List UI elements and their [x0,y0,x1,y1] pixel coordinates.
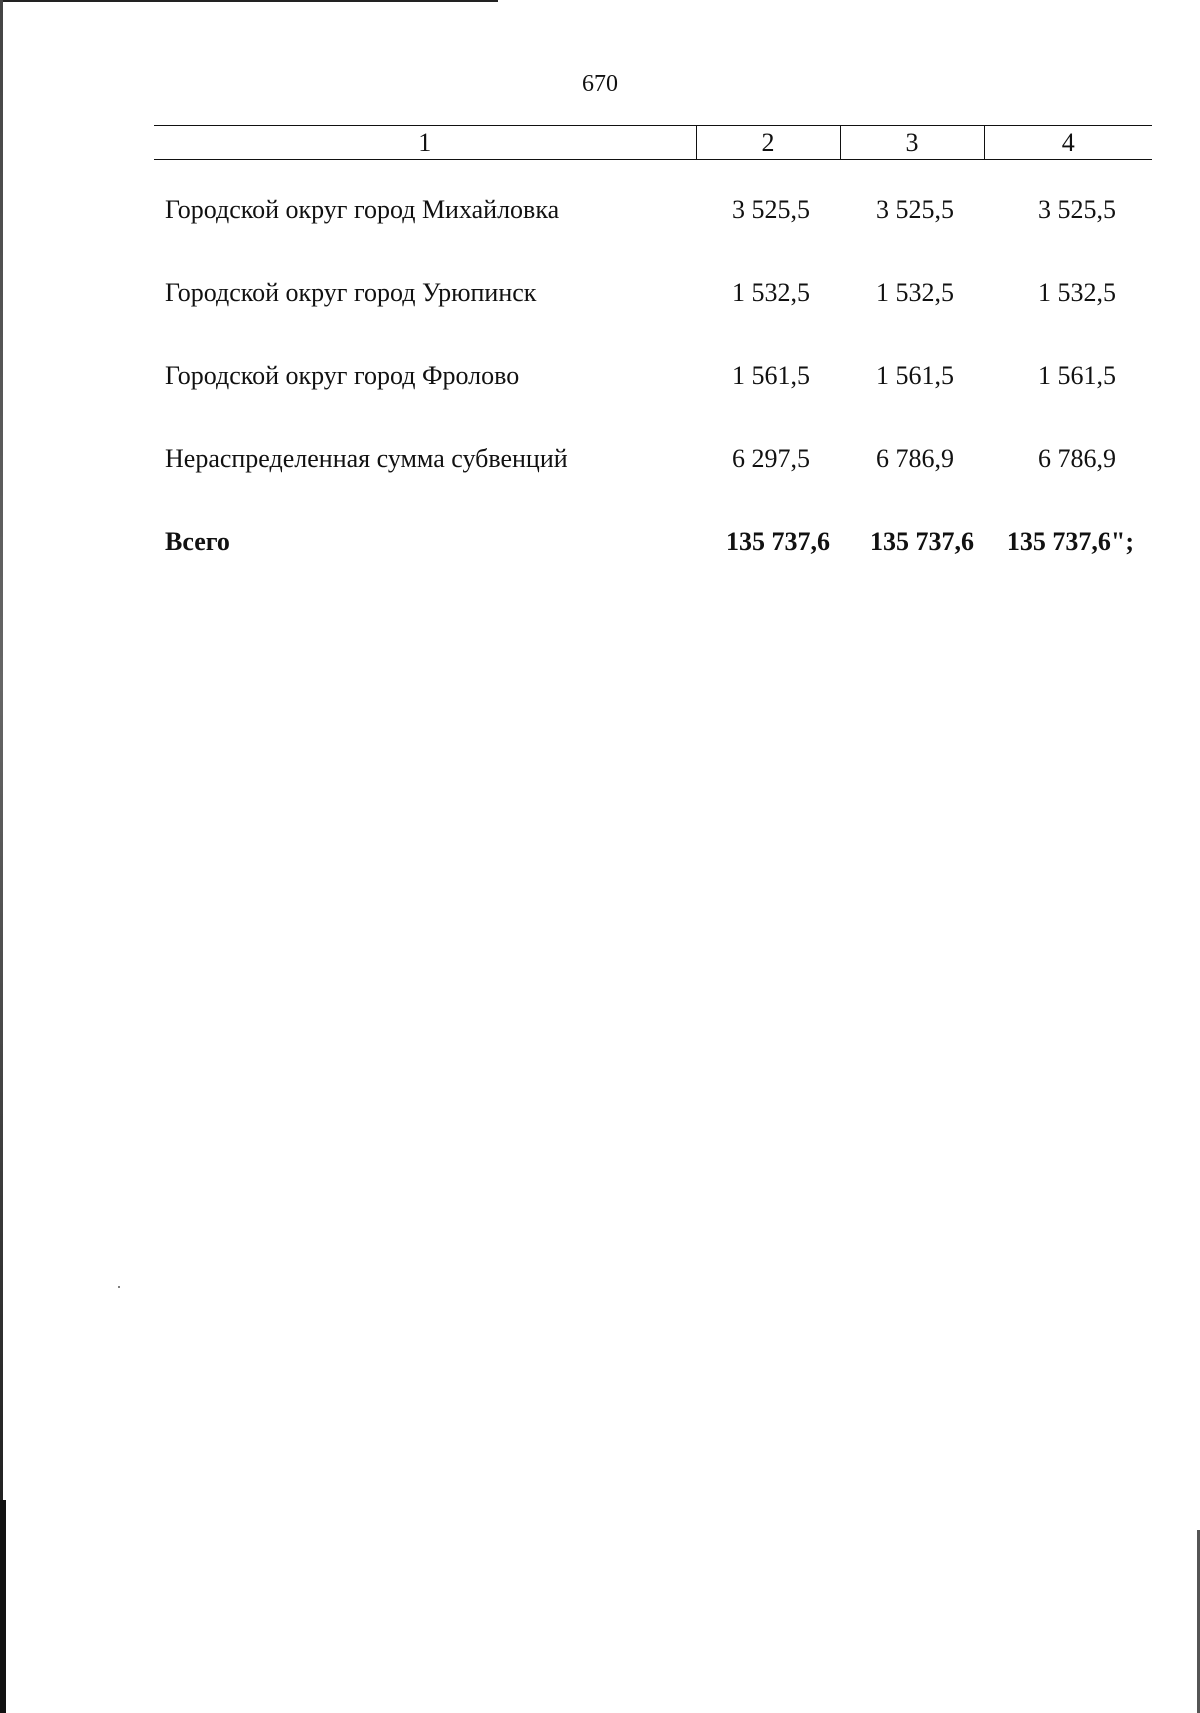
table-header [154,126,1152,160]
total-value-col2: 135 737,6 [726,527,830,556]
row-value-col2: 1 561,5 [732,361,810,390]
column-header-3: 3 [840,126,984,160]
table-row [154,259,1152,342]
header-row [154,126,1152,160]
page-number: 670 [582,71,618,97]
row-value-col2: 1 532,5 [732,278,810,307]
row-name: Городской округ город Михайловка [165,195,560,224]
row-name: Городской округ город Урюпинск [165,278,537,307]
row-name: Городской округ город Фролово [165,361,520,390]
total-value-col4: 135 737,6"; [1006,527,1134,556]
total-row [154,508,1152,591]
column-header-4: 4 [984,126,1152,160]
total-label: Всего [165,527,230,556]
scan-artifact-left-edge-dark [0,1500,6,1713]
table-row [154,160,1152,260]
row-value-col4: 3 525,5 [1038,195,1116,224]
row-value-col4: 6 786,9 [1038,444,1116,473]
row-value-col3: 1 561,5 [876,361,954,390]
total-value-col3: 135 737,6 [870,527,974,556]
row-value-col3: 3 525,5 [876,195,954,224]
table-row [154,342,1152,425]
table-row [154,425,1152,508]
table-body [154,160,1152,592]
column-header-2: 2 [696,126,840,160]
scan-artifact-left-edge [0,0,3,1713]
row-name: Нераспределенная сумма субвенций [165,444,568,473]
row-value-col4: 1 561,5 [1038,361,1116,390]
row-value-col2: 6 297,5 [732,444,810,473]
column-header-1: 1 [154,126,696,160]
scan-artifact-top-line [0,0,498,2]
row-value-col3: 6 786,9 [876,444,954,473]
row-value-col3: 1 532,5 [876,278,954,307]
row-value-col2: 3 525,5 [732,195,810,224]
subvention-table [154,125,1152,591]
scan-speck [118,1286,120,1288]
row-value-col4: 1 532,5 [1038,278,1116,307]
